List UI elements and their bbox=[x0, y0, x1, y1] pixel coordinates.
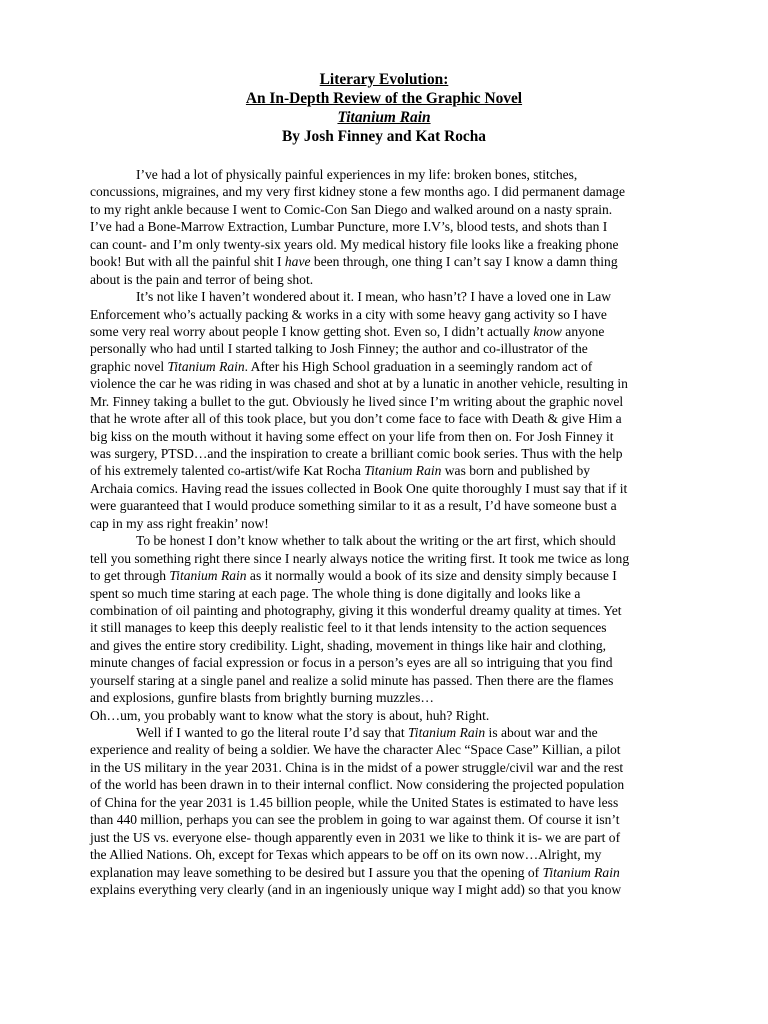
text-line: of the world has been drawn in to their internal conflict. Now considering the projected population bbox=[90, 777, 625, 793]
text-line: can count- and I’m only twenty-six years old. My medical history file looks like a freaking phone bbox=[90, 236, 619, 252]
paragraph bbox=[90, 532, 690, 706]
text-line bbox=[90, 864, 690, 881]
text-run: anyone bbox=[561, 323, 605, 339]
paragraph bbox=[90, 724, 690, 898]
italic-run: Titanium Rain bbox=[364, 463, 442, 479]
text-run: is about war and the bbox=[485, 725, 598, 740]
text-line: tell you something right there since I nearly always notice the writing first. It took me twice as long bbox=[90, 550, 630, 566]
text-run: explanation may leave something to be desired but I assure you that the opening of bbox=[90, 864, 543, 880]
text-run: of his extremely talented co-artist/wife Kat Rocha bbox=[90, 463, 365, 479]
italic-run: Titanium Rain bbox=[169, 568, 247, 584]
document-header bbox=[0, 70, 768, 146]
text-line: cap in my ass right freakin’ now! bbox=[90, 515, 269, 531]
italic-run: know bbox=[533, 323, 562, 339]
text-line: and gives the entire story credibility. Light, shading, movement in things like hair and clothing, bbox=[90, 637, 607, 653]
paragraph bbox=[90, 707, 690, 724]
text-line bbox=[90, 567, 690, 584]
italic-run: Titanium Rain bbox=[542, 864, 620, 880]
text-line: the Allied Nations. Oh, except for Texas which appears to be off on its own now…Alright, my bbox=[90, 847, 602, 863]
text-run: been through, one thing I can’t say I know a damn thing bbox=[310, 254, 618, 270]
text-line: experience and reality of being a soldier. We have the character Alec “Space Case” Killian, a pilot bbox=[90, 742, 621, 758]
text-line: I’ve had a Bone-Marrow Extraction, Lumbar Puncture, more I.V’s, blood tests, and shots than I bbox=[90, 219, 608, 235]
italic-run: have bbox=[284, 254, 311, 270]
text-line: than 440 million, perhaps you can see the problem in going to war against them. Of course it isn’t bbox=[90, 812, 620, 828]
header-line-subtitle: An In-Depth Review of the Graphic Novel bbox=[245, 90, 523, 107]
text-line: of China for the year 2031 is 1.45 billion people, while the United States is estimated to have less bbox=[90, 794, 619, 810]
text-line: in the US military in the year 2031. China is in the midst of a power struggle/civil war and the rest bbox=[90, 759, 624, 775]
text-line: big kiss on the mouth without it having some effect on your life from then on. For Josh Finney it bbox=[90, 428, 614, 444]
text-line: yourself staring at a single panel and realize a solid minute has passed. Then there are the flames bbox=[90, 672, 614, 688]
text-line: Mr. Finney taking a bullet to the gut. Obviously he lived since I’m writing about the graphic novel bbox=[90, 393, 624, 409]
text-line: it still manages to keep this deeply realistic feel to it that lends intensity to the action sequences bbox=[90, 620, 607, 636]
text-line: Archaia comics. Having read the issues collected in Book One quite thoroughly I must say that if it bbox=[90, 480, 628, 496]
text-line: Enforcement who’s actually packing & works in a city with some heavy gang activity so I have bbox=[90, 306, 607, 322]
text-run: was born and published by bbox=[441, 463, 591, 479]
text-run: as it normally would a book of its size and density simply because I bbox=[246, 568, 617, 584]
text-line bbox=[90, 358, 690, 375]
header-line-book-title: Titanium Rain bbox=[337, 109, 431, 126]
header-line-title: Literary Evolution: bbox=[319, 71, 449, 88]
text-line: spent so much time staring at each page. The whole thing is done digitally and looks like a bbox=[90, 585, 581, 601]
text-line bbox=[90, 323, 690, 340]
text-line bbox=[90, 253, 690, 270]
text-line: Oh…um, you probably want to know what the story is about, huh? Right. bbox=[90, 707, 490, 723]
text-line: about is the pain and terror of being shot. bbox=[90, 271, 314, 287]
text-line: minute changes of facial expression or focus in a person’s eyes are all so intriguing that you find bbox=[90, 655, 613, 671]
text-line: explains everything very clearly (and in an ingeniously unique way I might add) so that you know bbox=[90, 881, 622, 897]
text-line: violence the car he was riding in was chased and shot at by a lunatic in another vehicle, resulting in bbox=[90, 376, 628, 392]
text-run: to get through bbox=[90, 568, 170, 584]
paragraph bbox=[90, 166, 690, 288]
text-run: book! But with all the painful shit I bbox=[90, 254, 285, 270]
paragraph bbox=[90, 288, 690, 532]
text-line: was surgery, PTSD…and the inspiration to create a brilliant comic book series. Thus with the help bbox=[90, 446, 623, 461]
text-line: To be honest I don’t know whether to talk about the writing or the art first, which should bbox=[136, 533, 616, 549]
text-run: some very real worry about people I know getting shot. Even so, I didn’t actually bbox=[90, 323, 534, 339]
text-line: concussions, migraines, and my very first kidney stone a few months ago. I did permanent damage bbox=[90, 184, 625, 200]
italic-run: Titanium Rain bbox=[167, 358, 245, 374]
text-line: and explosions, gunfire blasts from brightly burning muzzles… bbox=[90, 690, 434, 706]
text-line: to my right ankle because I went to Comic-Con San Diego and walked around on a nasty sprain. bbox=[90, 201, 613, 217]
text-line: It’s not like I haven’t wondered about it. I mean, who hasn’t? I have a loved one in Law bbox=[136, 289, 612, 305]
text-run: graphic novel bbox=[90, 358, 168, 374]
text-line: personally who had until I started talking to Josh Finney; the author and co-illustrator of the bbox=[90, 341, 588, 357]
text-line: combination of oil painting and photography, giving it this wonderful dreamy quality at times. Yet bbox=[90, 602, 622, 618]
text-line: were guaranteed that I would produce something similar to it as a result, I’d have someone bust a bbox=[90, 498, 617, 514]
document-body bbox=[90, 166, 690, 898]
text-line bbox=[90, 462, 690, 479]
text-line: I’ve had a lot of physically painful experiences in my life: broken bones, stitches, bbox=[136, 167, 578, 182]
text-line: just the US vs. everyone else- though apparently even in 2031 we like to think it is- we are part of bbox=[90, 829, 621, 845]
text-run: Well if I wanted to go the literal route I’d say that bbox=[136, 725, 409, 740]
text-line bbox=[90, 724, 690, 741]
italic-run: Titanium Rain bbox=[408, 725, 486, 740]
header-line-authors: By Josh Finney and Kat Rocha bbox=[282, 128, 486, 145]
text-run: . After his High School graduation in a seemingly random act of bbox=[244, 358, 593, 374]
text-line: that he wrote after all of this took place, but you don’t come face to face with Death & give Him a bbox=[90, 411, 622, 427]
